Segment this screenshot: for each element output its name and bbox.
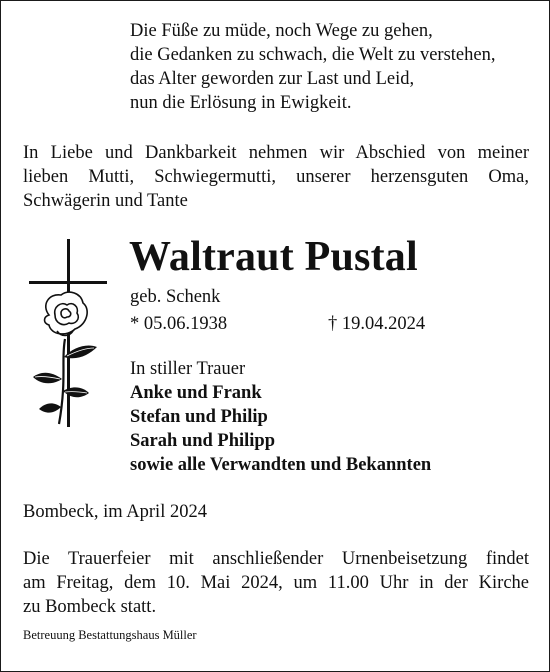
funeral-service-text	[23, 547, 529, 619]
farewell-line: In Liebe und Dankbarkeit nehmen wir Abschied von meiner	[23, 143, 529, 163]
farewell-line: Schwägerin und Tante	[23, 191, 188, 211]
service-line: am Freitag, dem 10. Mai 2024, um 11.00 Uhr in der Kirche	[23, 573, 529, 593]
undertaker-credit: Betreuung Bestattungshaus Müller	[23, 628, 197, 642]
mourning-intro: In stiller Trauer	[130, 359, 246, 379]
service-line: Die Trauerfeier mit anschließender Urnenbeisetzung findet	[23, 549, 529, 569]
poem-line: die Gedanken zu schwach, die Welt zu verstehen,	[130, 45, 496, 65]
mourner-name: Anke und Frank	[130, 383, 262, 403]
poem-verse	[130, 19, 495, 115]
place-date: Bombeck, im April 2024	[23, 502, 207, 522]
cross-with-rose-icon	[27, 239, 111, 429]
mourners-block	[130, 357, 431, 477]
poem-line: das Alter geworden zur Last und Leid,	[130, 69, 415, 89]
poem-line: nun die Erlösung in Ewigkeit.	[130, 93, 352, 113]
birth-date: * 05.06.1938	[130, 314, 228, 334]
deceased-name: Waltraut Pustal	[129, 234, 418, 280]
farewell-text	[23, 141, 529, 213]
mourner-name: sowie alle Verwandten und Bekannten	[130, 455, 432, 475]
mourner-name: Stefan und Philip	[130, 407, 268, 427]
birth-name: geb. Schenk	[130, 287, 221, 307]
farewell-line: lieben Mutti, Schwiegermutti, unserer herzensguten Oma,	[23, 167, 529, 187]
death-date: † 19.04.2024	[328, 314, 426, 334]
service-line: zu Bombeck statt.	[23, 597, 157, 617]
mourner-name: Sarah und Philipp	[130, 431, 275, 451]
poem-line: Die Füße zu müde, noch Wege zu gehen,	[130, 21, 433, 41]
